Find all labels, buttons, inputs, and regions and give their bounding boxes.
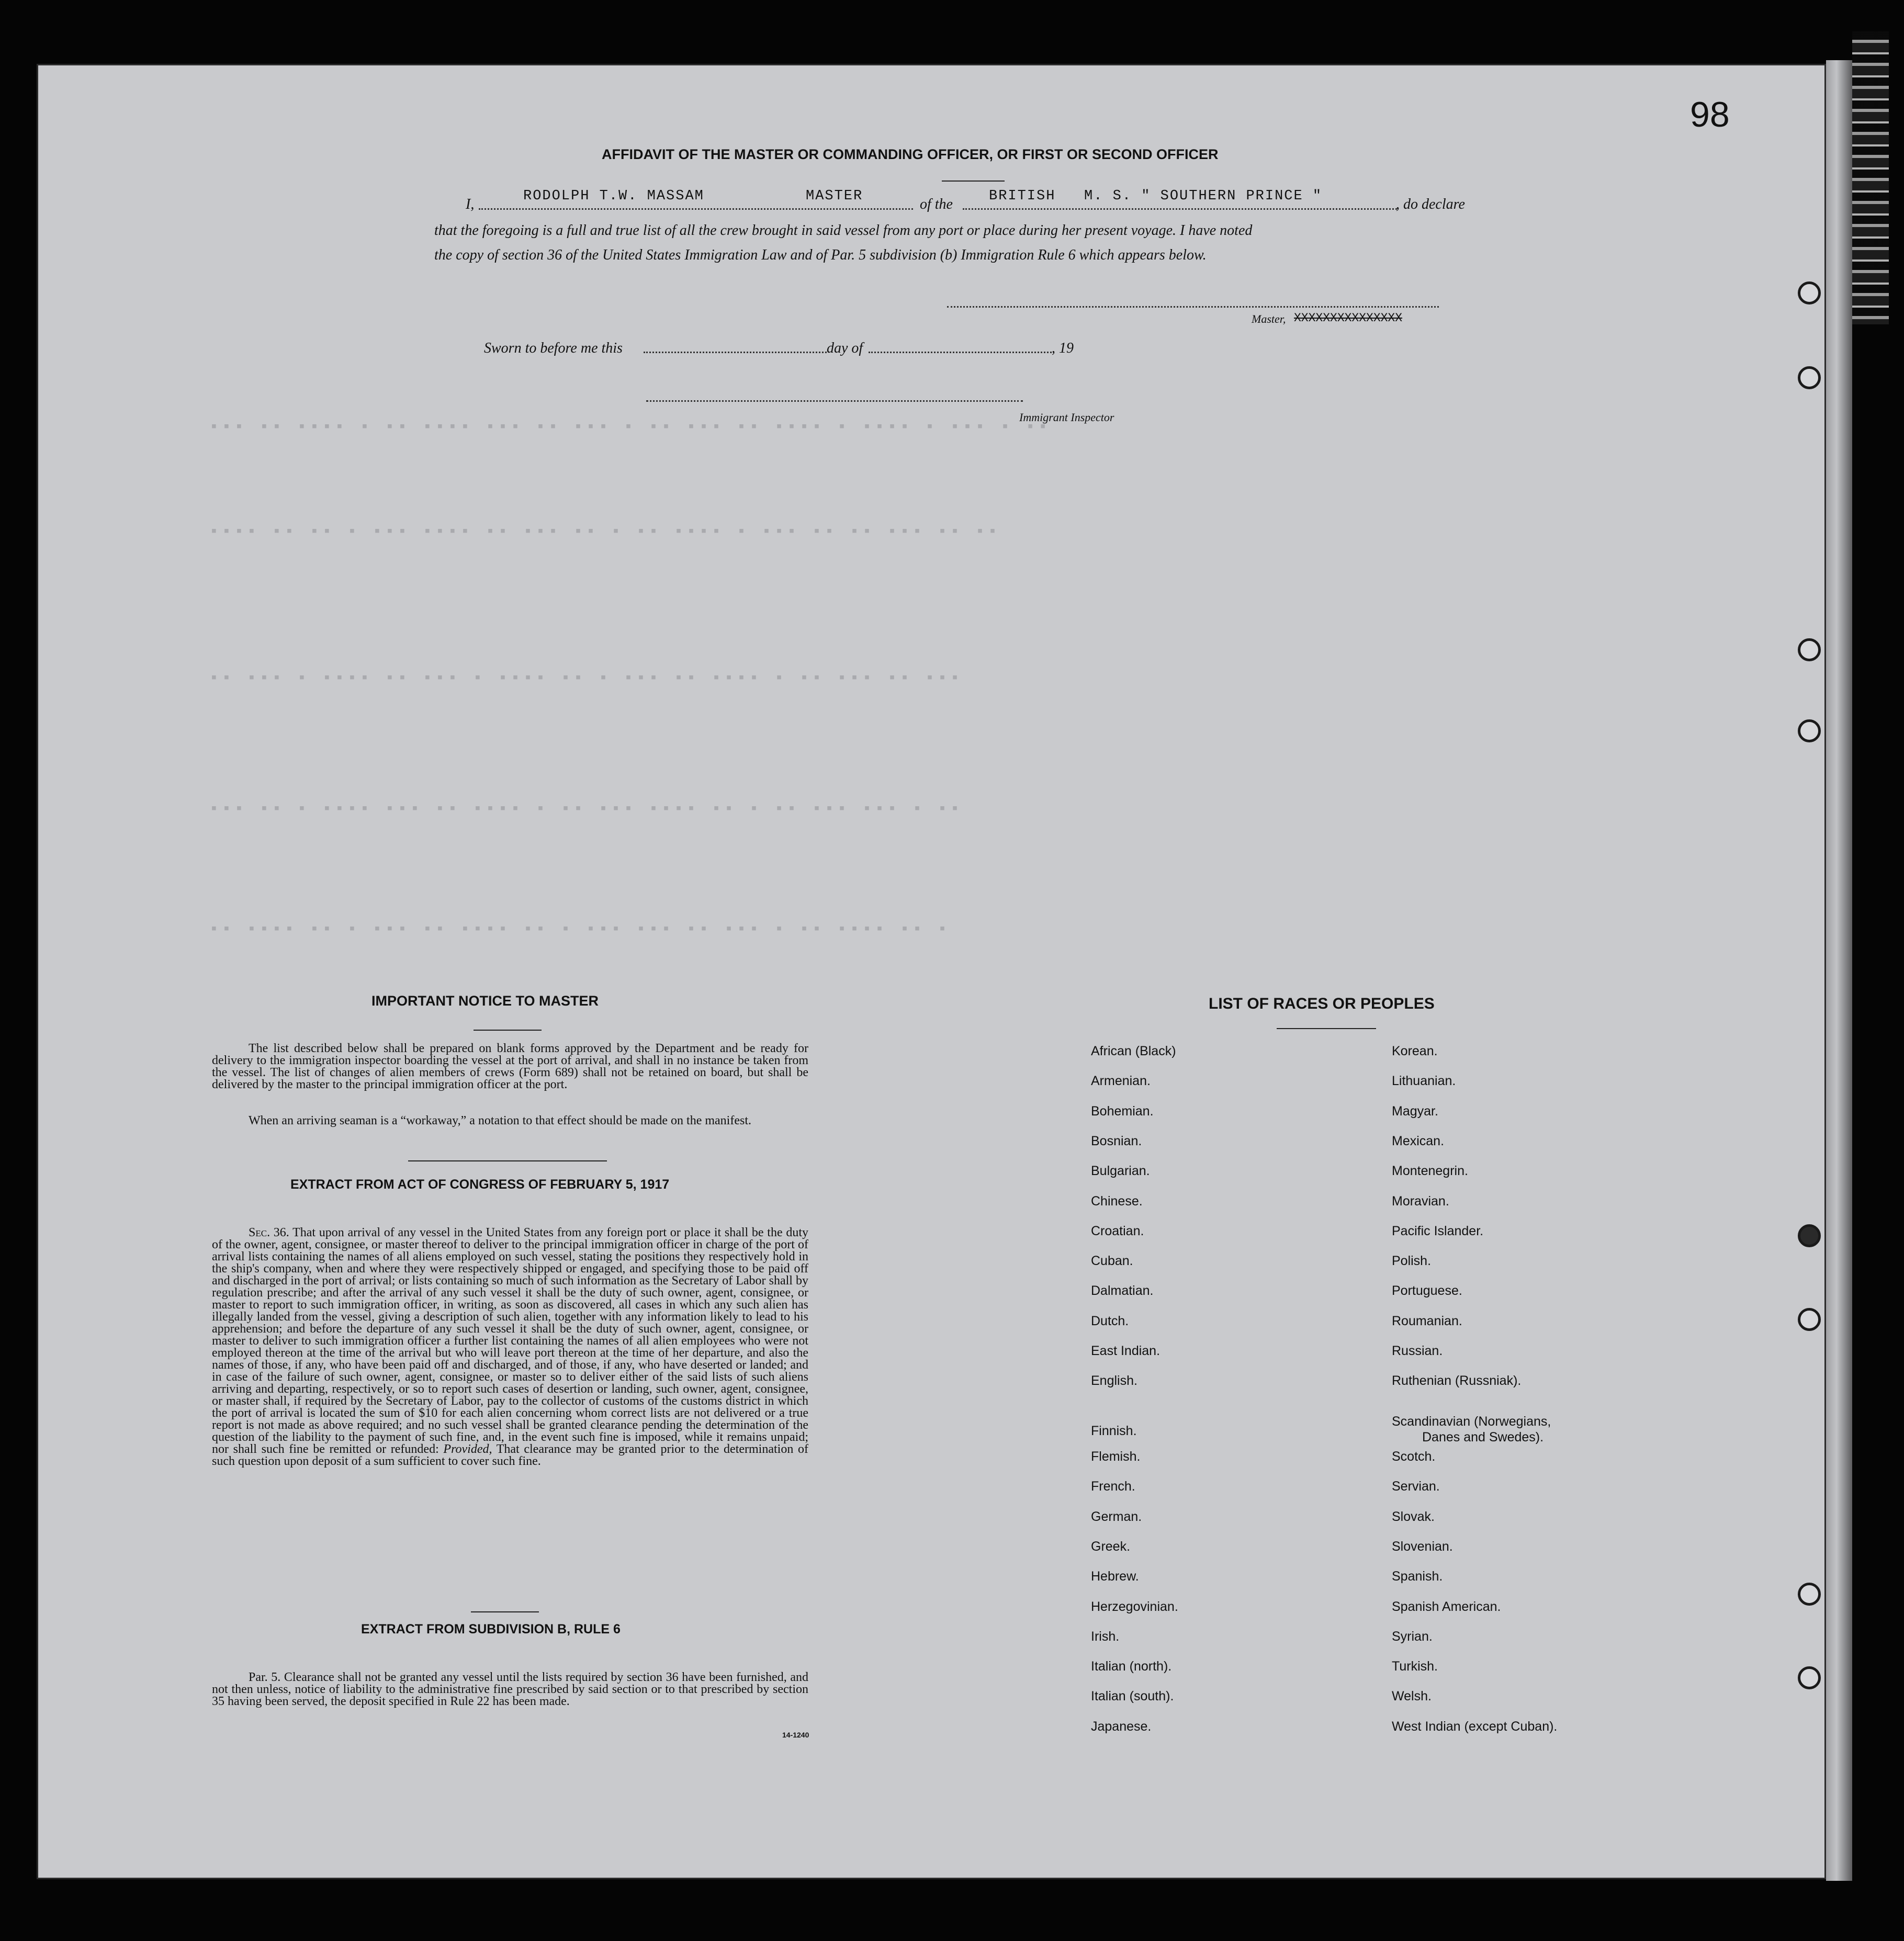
race-left-item-14: French. xyxy=(1091,1479,1135,1494)
punch-hole-icon xyxy=(1798,281,1821,304)
race-right-item-22: West Indian (except Cuban). xyxy=(1392,1719,1558,1734)
affidavit-line-2: that the foregoing is a full and true list of all the crew brought in said vessel from any port or place during her present voyage. I have noted xyxy=(434,222,1253,239)
race-right-item-20: Turkish. xyxy=(1392,1659,1438,1674)
race-left-item-4: Bulgarian. xyxy=(1091,1164,1150,1179)
race-right-item-18: Spanish American. xyxy=(1392,1599,1501,1614)
race-right-item-0: Korean. xyxy=(1392,1044,1438,1058)
extract-rule-title: EXTRACT FROM SUBDIVISION B, RULE 6 xyxy=(361,1622,621,1637)
punch-hole-icon xyxy=(1798,1666,1821,1689)
year-label: , 19 xyxy=(1052,340,1074,356)
of-the-label: of the xyxy=(920,196,953,212)
i-label: I, xyxy=(466,196,475,212)
section-36-text: Sec. 36. That upon arrival of any vessel in the United States from any foreign port or place it shall be the duty of the owner, agent, consignee, or master thereof to deliver to the principal immigration officer in charge of the port of arrival lists containing the names of all aliens employed on such vessel, stating the positions they respectively hold in the ship's company, when and where they were respectively shipped or engaged, and specifying those to be paid off and discharged in the port of arrival; or lists containing so much of such information as the Secretary of Labor shall by regulation prescribe; and after the arrival of any such vessel it shall be the duty of such owner, agent, consignee, or master to report to such immigration officer, in writing, as soon as discovered, all cases in which any such alien has illegally landed from the vessel, giving a description of such alien, together with any information likely to lead to his apprehension; and before the departure of any such vessel it shall be the duty of such owner, agent, consignee, or master to deliver to such immigration officer a further list containing the names of all alien employees who were not employed thereon at the time of the arrival but who will leave port thereon at the time of her departure, and also the names of those, if any, who have been paid off and discharged, and of those, if any, who have deserted or landed; and in case of the failure of such owner, agent, consignee, or master so to deliver either of the said lists of such aliens arriving and departing, respectively, or so to report such cases of desertion or landing, such owner, agent, consignee, or master shall, if required by the Secretary of Labor, pay to the collector of customs of the customs district in which the port of arrival is located the sum of $10 for each alien concerning whom correct lists are not delivered or a true report is not made as above required; and no such vessel shall be granted clearance pending the determination of the question of the liability to the payment of such fine, and, in the event such fine is imposed, while it remains unpaid; nor shall such fine be remitted or refunded: Provided, That clearance may be granted prior to the determination of such question upon deposit of a sum sufficient to cover such fine. xyxy=(212,1226,808,1468)
extract-act-title: EXTRACT FROM ACT OF CONGRESS OF FEBRUARY 5, 1917 xyxy=(290,1177,670,1192)
do-declare-label: , do declare xyxy=(1396,196,1465,212)
punch-hole-icon xyxy=(1798,1224,1821,1247)
race-left-item-7: Cuban. xyxy=(1091,1254,1133,1269)
form-number: 14-1240 xyxy=(782,1731,809,1739)
race-right-item-12: Scandinavian (Norwegians, xyxy=(1392,1414,1551,1429)
inspector-label: Immigrant Inspector xyxy=(1019,411,1114,424)
race-right-item-11: Ruthenian (Russniak). xyxy=(1392,1373,1522,1389)
page-number: 98 xyxy=(1690,95,1730,134)
race-right-item-5: Moravian. xyxy=(1392,1193,1449,1209)
punch-hole-icon xyxy=(1798,1308,1821,1331)
races-title: LIST OF RACES OR PEOPLES xyxy=(1209,995,1435,1012)
race-left-item-0: African (Black) xyxy=(1091,1044,1176,1058)
race-right-item-2: Magyar. xyxy=(1392,1103,1438,1119)
race-right-item-10: Russian. xyxy=(1392,1344,1443,1358)
par-5-text: Par. 5. Clearance shall not be granted any vessel until the lists required by section 36 have been furnished, and not then unless, notice of liability to the administrative fine prescribed by said section or to that prescribed by section 35 having been served, the deposit specified in Rule 22 has been made. xyxy=(212,1671,808,1708)
race-right-scandinavian-line-2: Danes and Swedes). xyxy=(1422,1430,1544,1445)
race-right-item-15: Slovak. xyxy=(1392,1509,1435,1524)
race-right-item-8: Portuguese. xyxy=(1392,1283,1462,1299)
notice-paragraph-1: The list described below shall be prepared on blank forms approved by the Department and be ready for delivery to the immigration inspector boarding the vessel at the port of arrival, and shall in no instance be taken from the vessel. The list of changes of alien members of crews (Form 689) shall not be retained on board, but shall be delivered by the master to the principal immigration officer at the port. xyxy=(212,1042,808,1091)
affidavit-line-3: the copy of section 36 of the United States Immigration Law and of Par. 5 subdivision (b) Immigration Rule 6 which appears below. xyxy=(434,247,1207,263)
race-left-item-3: Bosnian. xyxy=(1091,1133,1142,1148)
manifest-sheet xyxy=(37,64,1826,1879)
master-signature-label: Master, xyxy=(1252,312,1286,325)
punch-hole-icon xyxy=(1798,638,1821,661)
race-left-item-13: Flemish. xyxy=(1091,1449,1141,1464)
punch-hole-icon xyxy=(1798,719,1821,742)
race-right-item-13: Scotch. xyxy=(1392,1449,1436,1464)
race-right-item-7: Polish. xyxy=(1392,1254,1432,1269)
race-right-item-19: Syrian. xyxy=(1392,1629,1433,1644)
race-left-item-17: Hebrew. xyxy=(1091,1569,1139,1584)
race-left-item-8: Dalmatian. xyxy=(1091,1283,1154,1299)
race-left-item-10: East Indian. xyxy=(1091,1344,1161,1358)
race-right-item-3: Mexican. xyxy=(1392,1133,1445,1148)
race-left-item-16: Greek. xyxy=(1091,1539,1131,1554)
vessel-name-field: BRITISH M. S. " SOUTHERN PRINCE " xyxy=(989,188,1323,204)
race-left-item-18: Herzegovinian. xyxy=(1091,1599,1178,1614)
race-left-item-2: Bohemian. xyxy=(1091,1103,1154,1119)
race-left-item-20: Italian (north). xyxy=(1091,1659,1172,1674)
race-left-item-11: English. xyxy=(1091,1373,1137,1389)
race-right-item-1: Lithuanian. xyxy=(1392,1074,1456,1089)
sworn-label: Sworn to before me this xyxy=(484,340,623,356)
race-right-item-21: Welsh. xyxy=(1392,1689,1432,1704)
affidavit-title: AFFIDAVIT OF THE MASTER OR COMMANDING OFFICER, OR FIRST OR SECOND OFFICER xyxy=(602,146,1219,162)
race-right-item-14: Servian. xyxy=(1392,1479,1440,1494)
rank-field: MASTER xyxy=(806,188,863,204)
master-struck-text: XXXXXXXXXXXXXXX xyxy=(1294,311,1403,325)
race-right-item-16: Slovenian. xyxy=(1392,1539,1453,1554)
notice-paragraph-2: When an arriving seaman is a “workaway,” a notation to that effect should be made on the manifest. xyxy=(249,1114,751,1127)
race-right-item-4: Montenegrin. xyxy=(1392,1164,1468,1179)
race-right-item-6: Pacific Islander. xyxy=(1392,1223,1484,1238)
race-left-item-15: German. xyxy=(1091,1509,1142,1524)
punch-hole-icon xyxy=(1798,1583,1821,1606)
race-left-item-12: Finnish. xyxy=(1091,1424,1137,1438)
page-edge xyxy=(1826,60,1852,1881)
race-left-item-1: Armenian. xyxy=(1091,1074,1151,1089)
race-left-item-22: Japanese. xyxy=(1091,1719,1152,1734)
race-right-item-9: Roumanian. xyxy=(1392,1313,1462,1328)
day-of-label: day of xyxy=(827,340,863,356)
master-name-field: RODOLPH T.W. MASSAM xyxy=(523,188,704,204)
race-left-item-19: Irish. xyxy=(1091,1629,1120,1644)
race-left-item-5: Chinese. xyxy=(1091,1193,1143,1209)
page-edge-torn xyxy=(1852,31,1889,324)
race-left-item-6: Croatian. xyxy=(1091,1223,1144,1238)
notice-title: IMPORTANT NOTICE TO MASTER xyxy=(371,993,599,1009)
race-left-item-21: Italian (south). xyxy=(1091,1689,1174,1704)
race-left-item-9: Dutch. xyxy=(1091,1313,1129,1328)
punch-hole-icon xyxy=(1798,366,1821,389)
race-right-item-17: Spanish. xyxy=(1392,1569,1443,1584)
